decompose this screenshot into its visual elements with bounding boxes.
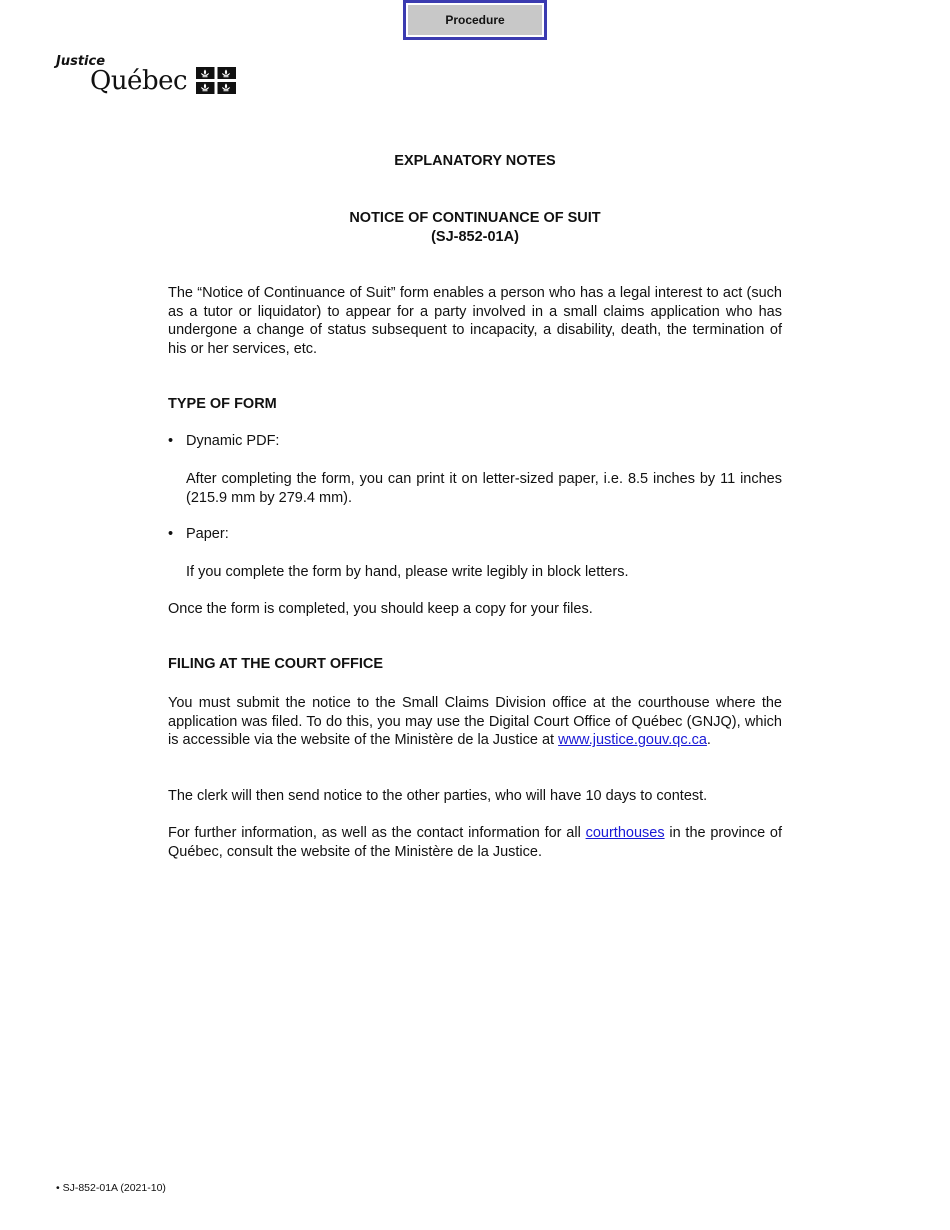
type-of-form-closing: Once the form is completed, you should keep a copy for your files. bbox=[168, 601, 593, 617]
justice-quebec-logo bbox=[56, 54, 246, 102]
procedure-button[interactable] bbox=[403, 0, 547, 40]
filing-paragraph-3-start: For further information, as well as the contact information for all bbox=[168, 825, 581, 841]
bullet-dot: • bbox=[168, 526, 174, 542]
justice-website-link[interactable]: www.justice.gouv.qc.ca bbox=[558, 732, 707, 749]
dynamic-pdf-text: After completing the form, you can print it on letter-sized paper, i.e. 8.5 inches by 11 inches (215.9 mm by 279.4 mm). bbox=[186, 471, 782, 506]
bullet-dot: • bbox=[168, 433, 174, 449]
filing-title: FILING AT THE COURT OFFICE bbox=[168, 656, 384, 672]
filing-paragraph-1 bbox=[168, 694, 782, 750]
procedure-button-label: Procedure bbox=[408, 5, 542, 35]
logo-quebec-text: Québec bbox=[90, 66, 188, 96]
form-title-line2: (SJ-852-01A) bbox=[431, 229, 519, 245]
logo-justice-text: Justice bbox=[56, 54, 106, 69]
filing-paragraph-1-end: . bbox=[706, 732, 711, 749]
type-of-form-title: TYPE OF FORM bbox=[168, 396, 277, 412]
form-title-line1: NOTICE OF CONTINUANCE OF SUIT bbox=[349, 210, 601, 226]
courthouses-link[interactable]: courthouses bbox=[585, 825, 665, 841]
bullet-label: Dynamic PDF: bbox=[186, 433, 280, 449]
fleurdelise-flag-icon bbox=[196, 67, 236, 94]
page-heading: EXPLANATORY NOTES bbox=[394, 153, 556, 169]
intro-paragraph: The “Notice of Continuance of Suit” form enables a person who has a legal interest to act (such as a tutor or liquidator) to appear for a party involved in a small claims application who has undergone a change of status subsequent to incapacity, a disability, death, the termination of his or her services, etc. bbox=[168, 285, 782, 357]
paper-text: If you complete the form by hand, please write legibly in block letters. bbox=[186, 564, 629, 580]
filing-paragraph-1-text: You must submit the notice to the Small Claims Division office at the courthouse where the application was filed. To do this, you may use the Digital Court Office of Québec (GNJQ), which is accessible via the website of the Ministère de la Justice at bbox=[168, 695, 782, 749]
form-title bbox=[0, 209, 950, 247]
filing-paragraph-3 bbox=[168, 824, 782, 861]
filing-paragraph-2: The clerk will then send notice to the other parties, who will have 10 days to contest. bbox=[168, 788, 708, 804]
bullet-label: Paper: bbox=[186, 526, 229, 542]
footer-form-code: • SJ-852-01A (2021-10) bbox=[56, 1182, 166, 1194]
filing-paragraph-3-end: in the province of Québec, consult the website of the Ministère de la Justice. bbox=[168, 825, 783, 860]
